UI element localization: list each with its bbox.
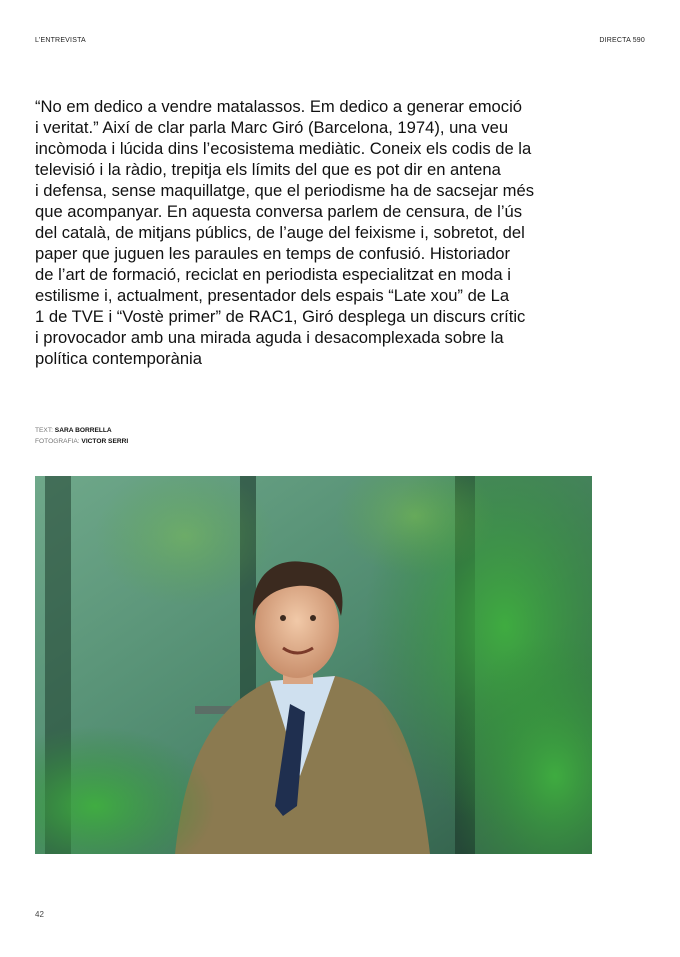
intro-line: “No em dedico a vendre matalassos. Em dedico a generar emoció — [35, 97, 522, 116]
text-credit-label: TEXT: — [35, 427, 53, 434]
portrait-photo — [35, 476, 592, 854]
text-credit — [35, 425, 128, 436]
text-credit-author: SARA BORRELLA — [54, 427, 112, 434]
intro-line: política contemporània — [35, 349, 202, 368]
intro-paragraph — [35, 96, 595, 369]
intro-line: incòmoda i lúcida dins l’ecosistema mediàtic. Coneix els codis de la — [35, 139, 532, 158]
credits — [35, 425, 128, 447]
intro-line: que acompanyar. En aquesta conversa parlem de censura, de l’ús — [35, 202, 523, 221]
page-number: 42 — [35, 910, 44, 919]
intro-line: paper que juguen les paraules en temps de confusió. Historiador — [35, 244, 511, 263]
issue-label: DIRECTA 590 — [599, 37, 645, 44]
intro-line: i defensa, sense maquillatge, que el periodisme ha de sacsejar més — [35, 181, 535, 200]
intro-line: televisió i la ràdio, trepitja els límits del que es pot dir en antena — [35, 160, 501, 179]
intro-line: i veritat.” Així de clar parla Marc Giró (Barcelona, 1974), una veu — [35, 118, 509, 137]
intro-line: i provocador amb una mirada aguda i desacomplexada sobre la — [35, 328, 504, 347]
intro-line: de l’art de formació, reciclat en periodista especialitzat en moda i — [35, 265, 511, 284]
photo-credit — [35, 436, 128, 447]
photo-credit-author: VICTOR SERRI — [81, 438, 129, 445]
photo-credit-label: FOTOGRAFIA: — [35, 438, 80, 445]
intro-line: del català, de mitjans públics, de l’auge del feixisme i, sobretot, del — [35, 223, 525, 242]
portrait-illustration — [35, 476, 592, 854]
section-label: L’ENTREVISTA — [35, 37, 86, 44]
intro-line: 1 de TVE i “Vostè primer” de RAC1, Giró desplega un discurs crític — [35, 307, 526, 326]
intro-line: estilisme i, actualment, presentador dels espais “Late xou” de La — [35, 286, 510, 305]
